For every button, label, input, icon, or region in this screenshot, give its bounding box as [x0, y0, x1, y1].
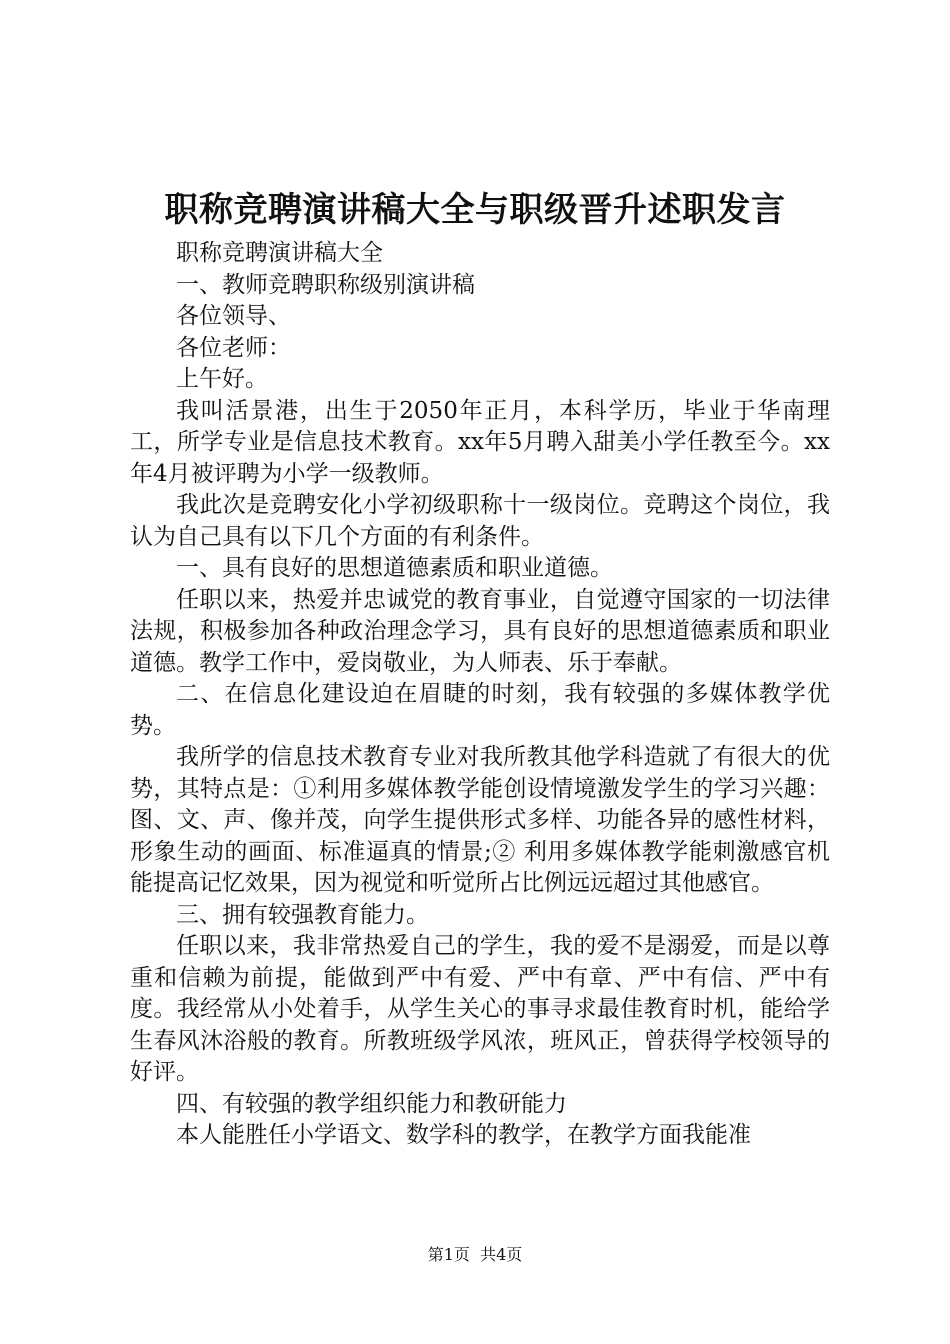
paragraph: 任职以来，热爱并忠诚党的教育事业，自觉遵守国家的一切法律法规，积极参加各种政治理念学习，具有良好的思想道德素质和职业道德。教学工作中，爱岗敬业，为人师表、乐于奉献。	[130, 586, 830, 676]
paragraph: 我此次是竞聘安化小学初级职称十一级岗位。竞聘这个岗位，我认为自己具有以下几个方面的有利条件。	[130, 492, 830, 550]
page-footer	[0, 1244, 950, 1266]
paragraph: 二、在信息化建设迫在眉睫的时刻，我有较强的多媒体教学优势。	[130, 681, 830, 739]
paragraph: 各位领导、	[176, 303, 291, 329]
paragraph: 一、具有良好的思想道德素质和职业道德。	[176, 555, 613, 581]
document-title: 职称竞聘演讲稿大全与职级晋升述职发言	[164, 190, 786, 230]
paragraph: 任职以来，我非常热爱自己的学生，我的爱不是溺爱，而是以尊重和信赖为前提，能做到严中有爱、严中有章、严中有信、严中有度。我经常从小处着手，从学生关心的事寻求最佳教育时机，能给学生春风沐浴般的教育。所教班级学风浓，班风正，曾获得学校领导的好评。	[130, 933, 830, 1085]
paragraph: 上午好。	[176, 366, 268, 392]
page-number: 第1页 共4页	[427, 1245, 523, 1264]
paragraph: 三、拥有较强教育能力。	[176, 901, 429, 928]
paragraph: 我叫活景港，出生于2050年正月，本科学历，毕业于华南理工，所学专业是信息技术教育。xx年5月聘入甜美小学任教至今。xx年4月被评聘为小学一级教师。	[130, 397, 830, 487]
paragraph: 本人能胜任小学语文、数学科的教学，在教学方面我能准	[176, 1122, 751, 1148]
paragraph: 我所学的信息技术教育专业对我所教其他学科造就了有很大的优势，其特点是：①利用多媒体教学能创设情境激发学生的学习兴趣：图、文、声、像并茂，向学生提供形式多样、功能各异的感性材料，形象生动的画面、标准逼真的情景;② 利用多媒体教学能刺激感官机能提高记忆效果，因为视觉和听觉所占比例远远超过其他感官。	[130, 744, 830, 896]
document-body	[130, 238, 830, 1152]
paragraph: 四、有较强的教学组织能力和教研能力	[176, 1090, 567, 1117]
paragraph: 职称竞聘演讲稿大全	[176, 240, 383, 266]
paragraph: 一、教师竞聘职称级别演讲稿	[176, 271, 475, 298]
paragraph: 各位老师：	[176, 334, 291, 361]
